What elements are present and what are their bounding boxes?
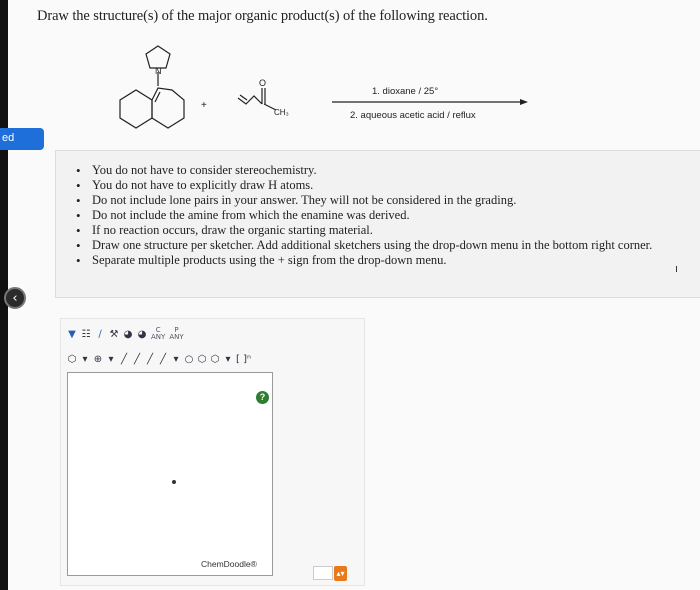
oxygen-label: O [259,78,267,88]
chevron-down-icon[interactable]: ▾ [225,353,231,365]
methyl-label: CH₃ [274,108,289,117]
bicycle-ring-left [120,90,152,128]
zoom-in-icon[interactable]: ◕ [123,328,133,340]
plus-sign: + [201,100,207,111]
sketcher-toolbar-top [67,323,184,345]
bracket-tool-icon[interactable]: [ ]ⁿ [236,353,251,365]
phosphorus-label: P [174,326,179,334]
instruction-item: • Draw one structure per sketcher. Add additional sketchers using the drop-down menu in the bottom right corner. [76,238,652,253]
reaction-structures-svg [100,40,550,140]
condition-step-2: 2. aqueous acetic acid / reflux [350,110,476,121]
template-tool-icon[interactable]: ☷ [81,328,91,340]
any-label: ANY [151,333,166,341]
instruction-item: • Do not include lone pairs in your answer. They will not be considered in the grading. [76,193,652,208]
canvas-dot [172,480,176,484]
phosphorus-any-tool[interactable] [169,327,183,341]
double-bond-icon[interactable]: ╱ [133,353,141,365]
open-tool-icon[interactable]: ▼ [68,328,76,340]
carbon-any-tool[interactable] [151,327,165,341]
carbon-label: C [155,326,161,334]
sidebar-tab[interactable]: ed [0,128,44,150]
chevron-down-icon[interactable]: ▾ [82,353,88,365]
wedge-bond-icon[interactable]: ╱ [146,353,154,365]
question-prompt: Draw the structure(s) of the major organic product(s) of the following reaction. [37,8,488,24]
hexagon-tool-icon[interactable]: ⬡ [197,353,207,365]
instruction-item: • Separate multiple products using the + sign from the drop-down menu. [76,253,652,268]
sketcher-toolbar-bottom [67,349,251,369]
back-arrow-icon[interactable]: ‹ [4,287,26,309]
drawing-canvas[interactable] [67,372,273,576]
charge-tool-icon[interactable]: ⊕ [93,353,103,365]
pyrrolidine-ring [146,46,170,68]
bicycle-ring-right [152,88,184,128]
hash-bond-icon[interactable]: ╱ [159,353,167,365]
chevron-down-icon[interactable]: ▾ [173,353,179,365]
circle-tool-icon[interactable]: ○ [184,353,194,365]
chemdoodle-brand: ChemDoodle® [201,559,257,569]
tools-icon[interactable]: ⚒ [109,328,119,340]
instructions-list [76,163,652,268]
pencil-tool-icon[interactable]: ∕ [98,328,102,340]
vinyl-double-bond [240,95,247,100]
single-bond-icon[interactable]: ╱ [120,353,128,365]
instructions-panel [55,150,700,298]
ring-tool-icon[interactable]: ⬡ [67,353,77,365]
nitrogen-label: N [155,66,162,76]
reaction-arrow-head [520,99,528,105]
add-sketcher-dropdown[interactable]: ▴▾ [334,566,347,581]
instruction-item: • You do not have to consider stereochemistry. [76,163,652,178]
zoom-out-icon[interactable]: ◕ [137,328,147,340]
reaction-scheme [100,40,550,140]
chevron-down-icon[interactable]: ▾ [108,353,114,365]
help-icon[interactable]: ? [256,391,269,404]
any-label: ANY [169,333,184,341]
instruction-item: • If no reaction occurs, draw the organic starting material. [76,223,652,238]
chemdoodle-sketcher[interactable] [60,318,365,586]
vinyl-ketone-chain [238,96,262,104]
sketcher-select-field[interactable] [313,566,333,580]
pentagon-tool-icon[interactable]: ⬡ [210,353,220,365]
condition-step-1: 1. dioxane / 25° [372,86,439,97]
instruction-item: • Do not include the amine from which the enamine was derived. [76,208,652,223]
text-cursor [676,266,677,272]
instruction-item: • You do not have to explicitly draw H atoms. [76,178,652,193]
